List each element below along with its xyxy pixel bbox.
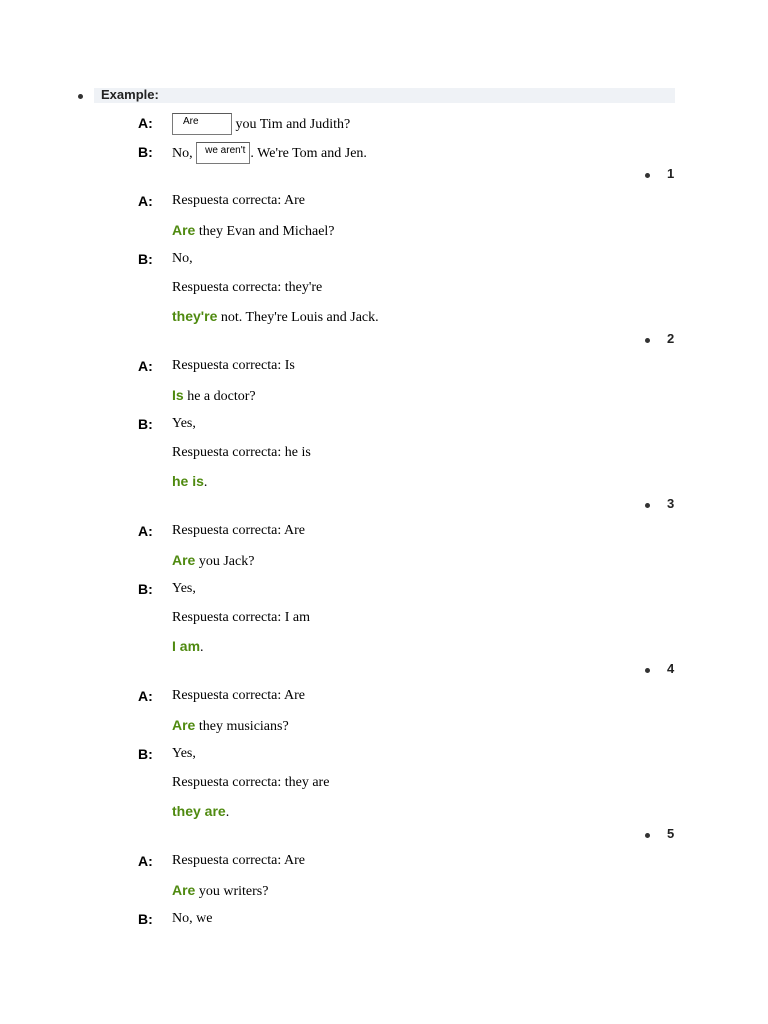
answer-input-box[interactable]: Are <box>172 113 232 135</box>
sentence-a <box>172 550 254 572</box>
speaker-label: A: <box>138 853 153 869</box>
answer-word: Are <box>172 717 196 733</box>
example-line-a-after: you Tim and Judith? <box>235 117 351 132</box>
answer-word: Are <box>172 882 196 898</box>
b-prefix-text: Yes, <box>172 746 196 761</box>
sentence-b <box>172 471 207 493</box>
b-prefix-text: No, <box>172 251 193 266</box>
correct-answer-text: Respuesta correcta: they're <box>172 280 323 295</box>
sentence-b <box>172 636 204 658</box>
question-number: 2 <box>667 331 675 346</box>
answer-word: I am <box>172 638 201 654</box>
sentence-rest: you writers? <box>195 884 269 899</box>
sentence-rest: not. They're Louis and Jack. <box>217 310 379 325</box>
bullet-icon <box>645 833 650 838</box>
example-line-a-text <box>172 113 350 135</box>
speaker-label: A: <box>138 688 153 704</box>
sentence-a <box>172 385 256 407</box>
b-prefix-text: No, we <box>172 911 213 926</box>
sentence-rest: he a doctor? <box>183 389 256 404</box>
sentence-b <box>172 306 379 328</box>
question-number: 5 <box>667 826 675 841</box>
correct-answer-text: Respuesta correcta: Are <box>172 193 305 208</box>
speaker-label: A: <box>138 358 153 374</box>
speaker-label: B: <box>138 746 153 762</box>
sentence-b <box>172 801 229 823</box>
example-header-bar <box>94 88 675 103</box>
correct-answer-text: Respuesta correcta: they are <box>172 775 330 790</box>
correct-answer-text: Respuesta correcta: Are <box>172 523 305 538</box>
sentence-rest: . <box>203 475 208 490</box>
correct-answer-text: Respuesta correcta: Are <box>172 688 305 703</box>
sentence-rest: . <box>200 640 204 655</box>
question-number: 1 <box>667 166 675 181</box>
speaker-label: A: <box>138 115 153 131</box>
speaker-label: B: <box>138 144 153 160</box>
correct-answer-text: Respuesta correcta: Are <box>172 853 305 868</box>
example-line-b-before: No, <box>172 146 193 161</box>
sentence-a <box>172 220 335 242</box>
speaker-label: B: <box>138 251 153 267</box>
answer-word: they're <box>172 308 218 324</box>
bullet-icon <box>645 503 650 508</box>
speaker-label: A: <box>138 193 153 209</box>
answer-word: Are <box>172 222 196 238</box>
answer-word: he is <box>172 473 204 489</box>
bullet-icon <box>645 338 650 343</box>
speaker-label: B: <box>138 581 153 597</box>
speaker-label: B: <box>138 911 153 927</box>
example-line-b-after: . We're Tom and Jen. <box>250 146 367 161</box>
answer-input-box[interactable]: we aren't <box>196 142 250 164</box>
b-prefix-text: Yes, <box>172 581 196 596</box>
bullet-icon <box>645 173 650 178</box>
sentence-a <box>172 715 289 737</box>
question-number: 4 <box>667 661 675 676</box>
sentence-a <box>172 880 268 902</box>
sentence-rest: they musicians? <box>195 719 289 734</box>
bullet-icon <box>645 668 650 673</box>
example-label: Example: <box>101 87 159 102</box>
question-number: 3 <box>667 496 675 511</box>
sentence-rest: they Evan and Michael? <box>195 224 335 239</box>
sentence-rest: . <box>225 805 230 820</box>
correct-answer-text: Respuesta correcta: I am <box>172 610 310 625</box>
answer-word: they are <box>172 803 226 819</box>
b-prefix-text: Yes, <box>172 416 196 431</box>
speaker-label: A: <box>138 523 153 539</box>
bullet-icon <box>78 94 83 99</box>
correct-answer-text: Respuesta correcta: he is <box>172 445 311 460</box>
example-line-b-text <box>172 142 367 164</box>
answer-word: Are <box>172 552 196 568</box>
speaker-label: B: <box>138 416 153 432</box>
correct-answer-text: Respuesta correcta: Is <box>172 358 295 373</box>
answer-word: Is <box>172 387 184 403</box>
sentence-rest: you Jack? <box>195 554 255 569</box>
